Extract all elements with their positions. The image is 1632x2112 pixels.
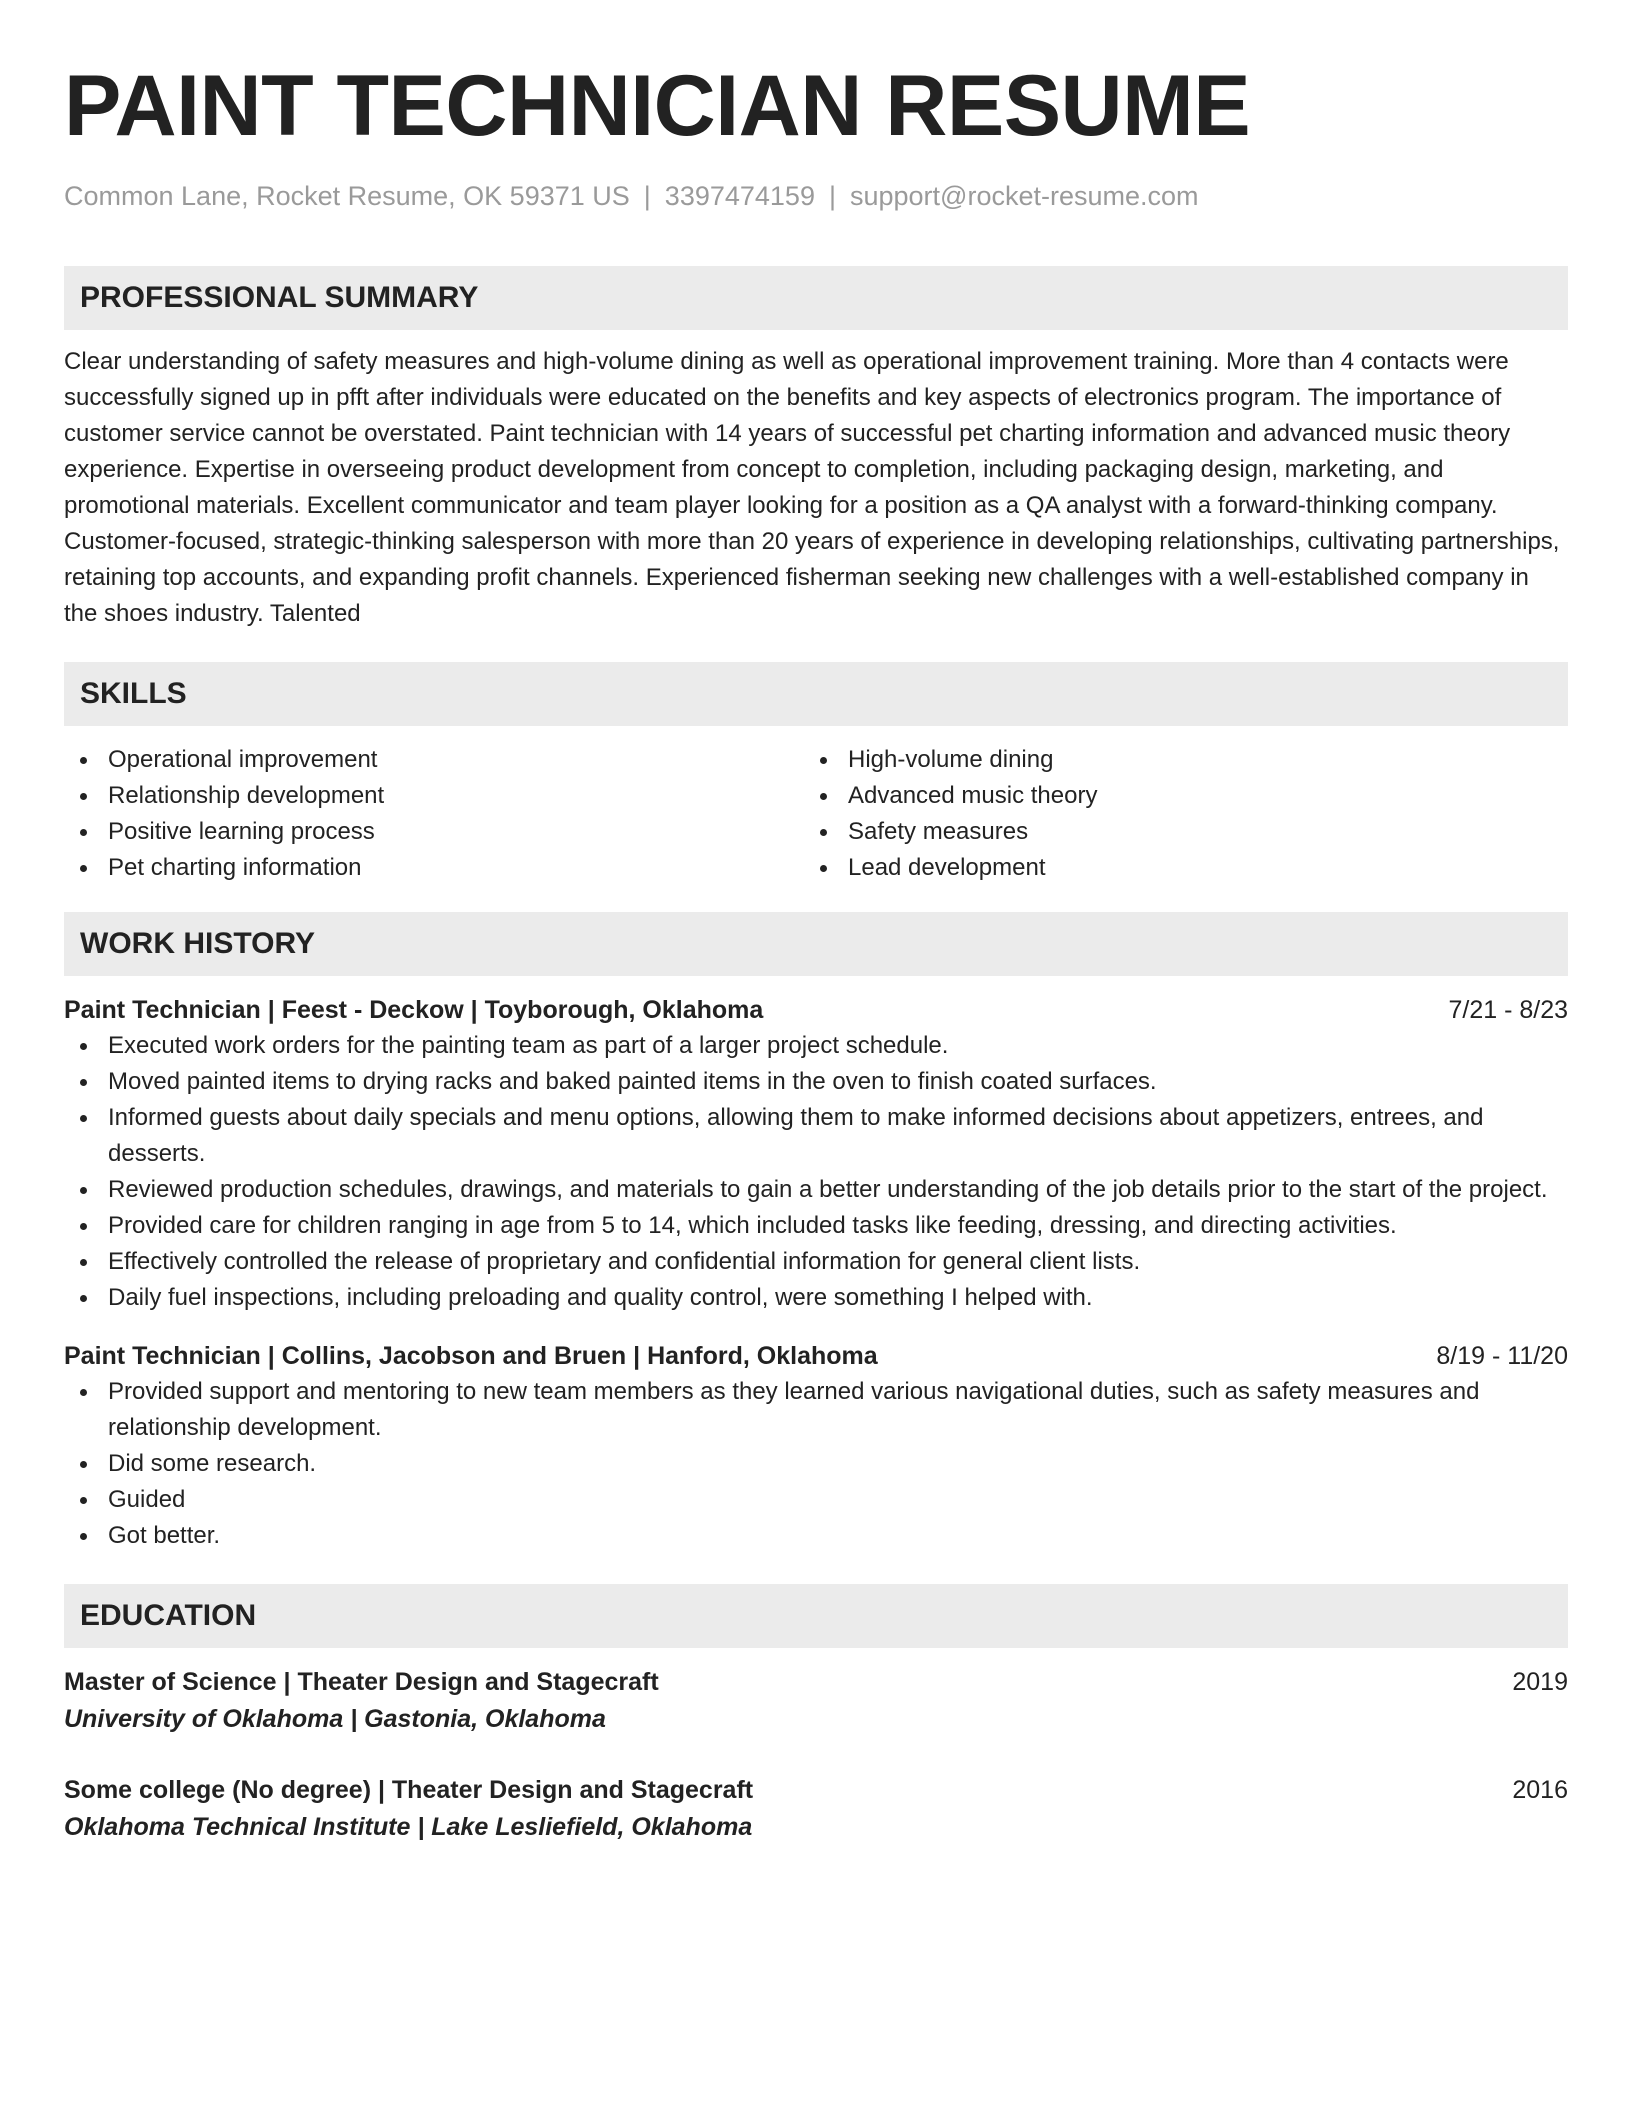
skills-column-right bbox=[804, 742, 1568, 886]
job-duty: Guided bbox=[64, 1482, 1568, 1518]
job-duty: Did some research. bbox=[64, 1446, 1568, 1482]
job-duty: Moved painted items to drying racks and baked painted items in the oven to finish coated surfaces. bbox=[64, 1064, 1568, 1100]
job-dates: 7/21 - 8/23 bbox=[1448, 996, 1568, 1024]
contact-email: support@rocket-resume.com bbox=[849, 181, 1199, 211]
education-year: 2019 bbox=[1512, 1668, 1568, 1696]
job-duties-list bbox=[64, 1028, 1568, 1316]
job-duty: Provided support and mentoring to new team members as they learned various navigational duties, such as safety measures and relationship development. bbox=[64, 1374, 1568, 1446]
skill-item: High-volume dining bbox=[804, 742, 1568, 778]
education-entry bbox=[64, 1772, 1568, 1846]
summary-text: Clear understanding of safety measures and high-volume dining as well as operational improvement training. More than 4 contacts were successfully signed up in pfft after individuals were educated on the benefits and key aspects of electronics program. The importance of customer service cannot be overstated. Paint technician with 14 years of successful pet charting information and advanced music theory experience. Expertise in overseeing product development from concept to completion, including packaging design, marketing, and promotional materials. Excellent communicator and team player looking for a position as a QA analyst with a forward-thinking company. Customer-focused, strategic-thinking salesperson with more than 20 years of experience in developing relationships, cultivating partnerships, retaining top accounts, and expanding profit channels. Experienced fisherman seeking new challenges with a well-established company in the shoes industry. Talented bbox=[64, 348, 1560, 627]
job-header bbox=[64, 1338, 1568, 1374]
contact-line bbox=[64, 178, 1568, 214]
job-header bbox=[64, 992, 1568, 1028]
education-year: 2016 bbox=[1512, 1776, 1568, 1804]
work-history-section-header: WORK HISTORY bbox=[64, 912, 1568, 976]
education-degree: Master of Science | Theater Design and Stagecraft bbox=[64, 1668, 659, 1696]
skill-item: Operational improvement bbox=[64, 742, 804, 778]
job-duty: Provided care for children ranging in age from 5 to 14, which included tasks like feeding, dressing, and directing activities. bbox=[64, 1208, 1568, 1244]
skill-item: Pet charting information bbox=[64, 850, 804, 886]
skill-item: Relationship development bbox=[64, 778, 804, 814]
job-duties-list bbox=[64, 1374, 1568, 1554]
education-school: University of Oklahoma | Gastonia, Oklahoma bbox=[64, 1705, 606, 1733]
skills-column-left bbox=[64, 742, 804, 886]
education-header bbox=[64, 1664, 1568, 1700]
skills-section-header: SKILLS bbox=[64, 662, 1568, 726]
education-entry bbox=[64, 1664, 1568, 1738]
job-dates: 8/19 - 11/20 bbox=[1436, 1342, 1568, 1370]
job-duty: Daily fuel inspections, including preloading and quality control, were something I helped with. bbox=[64, 1280, 1568, 1316]
job-title: Paint Technician | Feest - Deckow | Toyborough, Oklahoma bbox=[64, 996, 764, 1024]
skills-list bbox=[64, 742, 1568, 886]
skill-item: Lead development bbox=[804, 850, 1568, 886]
job-duty: Got better. bbox=[64, 1518, 1568, 1554]
job-entry bbox=[64, 1338, 1568, 1554]
skill-item: Safety measures bbox=[804, 814, 1568, 850]
job-entry bbox=[64, 992, 1568, 1316]
job-duty: Reviewed production schedules, drawings, and materials to gain a better understanding of the job details prior to the start of the project. bbox=[64, 1172, 1568, 1208]
skill-item: Positive learning process bbox=[64, 814, 804, 850]
education-header bbox=[64, 1772, 1568, 1808]
contact-address: Common Lane, Rocket Resume, OK 59371 US bbox=[64, 181, 630, 211]
education-school: Oklahoma Technical Institute | Lake Lesliefield, Oklahoma bbox=[64, 1813, 753, 1841]
job-duty: Effectively controlled the release of proprietary and confidential information for general client lists. bbox=[64, 1244, 1568, 1280]
education-section-header: EDUCATION bbox=[64, 1584, 1568, 1648]
resume-title: PAINT TECHNICIAN RESUME bbox=[64, 58, 1251, 154]
summary-section-header: PROFESSIONAL SUMMARY bbox=[64, 266, 1568, 330]
job-duty: Executed work orders for the painting team as part of a larger project schedule. bbox=[64, 1028, 1568, 1064]
contact-separator: | bbox=[643, 181, 651, 211]
contact-separator: | bbox=[828, 181, 836, 211]
job-duty: Informed guests about daily specials and menu options, allowing them to make informed decisions about appetizers, entrees, and desserts. bbox=[64, 1100, 1568, 1172]
education-degree: Some college (No degree) | Theater Design and Stagecraft bbox=[64, 1776, 754, 1804]
contact-phone: 3397474159 bbox=[664, 181, 815, 211]
skill-item: Advanced music theory bbox=[804, 778, 1568, 814]
job-title: Paint Technician | Collins, Jacobson and Bruen | Hanford, Oklahoma bbox=[64, 1342, 878, 1370]
